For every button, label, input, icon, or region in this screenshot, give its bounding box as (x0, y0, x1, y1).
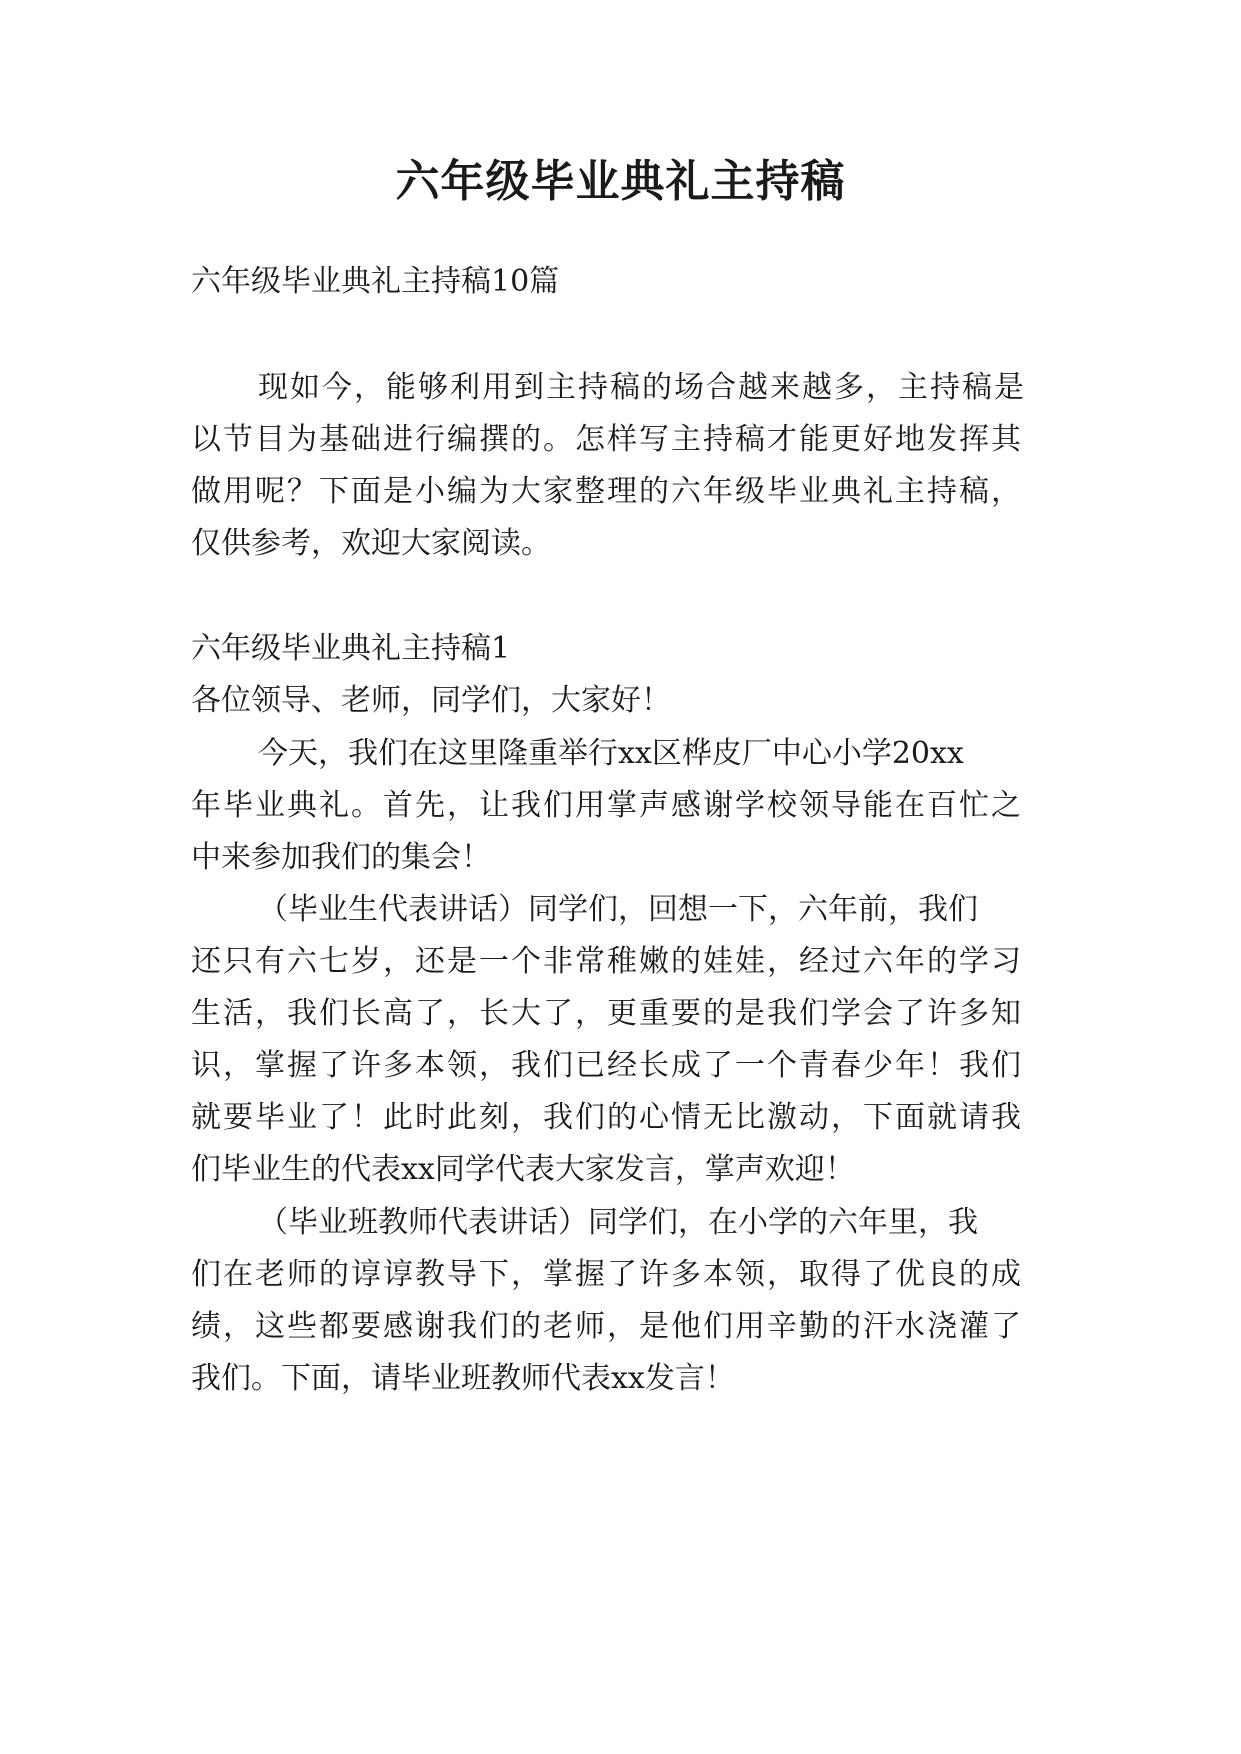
text-line: 们在老师的谆谆教导下，掌握了许多本领，取得了优良的成 (191, 1257, 1023, 1292)
text-line: 做用呢？下面是小编为大家整理的六年级毕业典礼主持稿， (191, 474, 1023, 509)
text-line: 还只有六七岁，还是一个非常稚嫩的娃娃，经过六年的学习 (191, 944, 1023, 979)
text-line: （毕业班教师代表讲话）同学们，在小学的六年里，我 (258, 1205, 978, 1240)
text-line: 生活，我们长高了，长大了，更重要的是我们学会了许多知 (191, 996, 1023, 1031)
text-line: 以节目为基础进行编撰的。怎样写主持稿才能更好地发挥其 (191, 422, 1023, 457)
text-line: 我们。下面，请毕业班教师代表xx发言！ (191, 1361, 735, 1396)
text-line: 年毕业典礼。首先，让我们用掌声感谢学校领导能在百忙之 (191, 788, 1023, 823)
text-line: 就要毕业了！此时此刻，我们的心情无比激动，下面就请我 (191, 1100, 1023, 1135)
text-line: 今天，我们在这里隆重举行xx区桦皮厂中心小学20xx (258, 736, 964, 771)
text-line: 们毕业生的代表xx同学代表大家发言，掌声欢迎！ (191, 1152, 855, 1187)
text-line: 绩，这些都要感谢我们的老师，是他们用辛勤的汗水浇灌了 (191, 1309, 1023, 1344)
text-line: 仅供参考，欢迎大家阅读。 (191, 526, 551, 561)
text-line: 现如今，能够利用到主持稿的场合越来越多，主持稿是 (258, 370, 1026, 405)
document-title: 六年级毕业典礼主持稿 (395, 156, 846, 207)
text-line: 中来参加我们的集会！ (191, 840, 491, 875)
section-heading: 六年级毕业典礼主持稿1 (191, 631, 511, 666)
document-subtitle: 六年级毕业典礼主持稿10篇 (191, 264, 560, 299)
text-line: （毕业生代表讲话）同学们，回想一下，六年前，我们 (258, 892, 978, 927)
text-line: 识，掌握了许多本领，我们已经长成了一个青春少年！我们 (191, 1048, 1023, 1083)
text-line: 各位领导、老师，同学们，大家好！ (191, 683, 671, 718)
